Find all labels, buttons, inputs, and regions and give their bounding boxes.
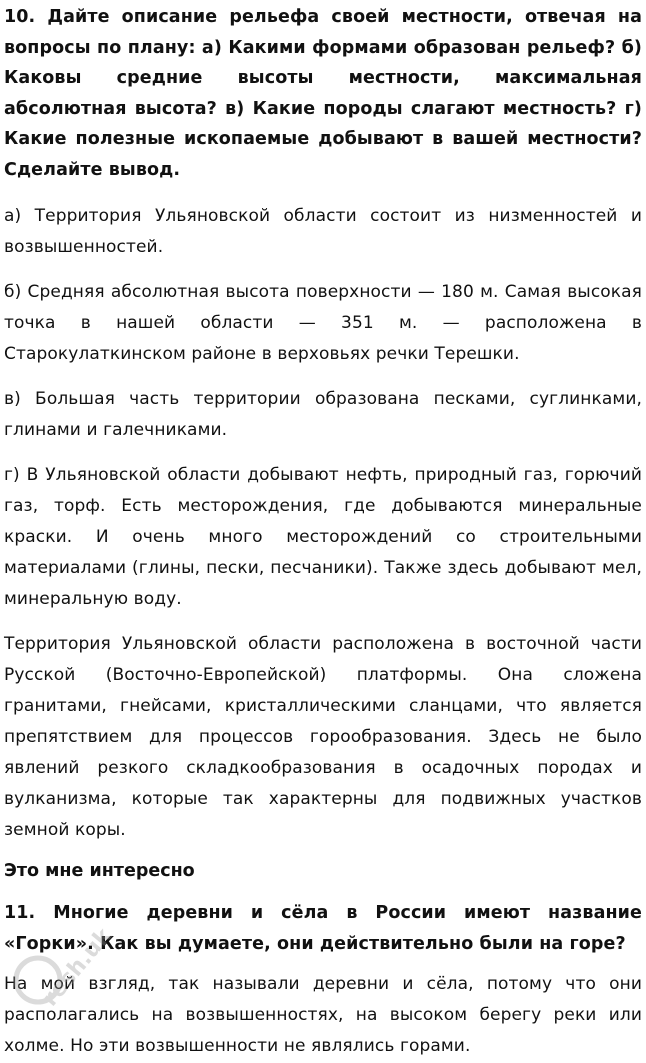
document-page — [4, 0, 642, 1062]
interest-section-title: Это мне интересно — [4, 861, 195, 881]
question-11-heading: 11. Многие деревни и сёла в России имеют название «Горки». Как вы думаете, они действительно были на горе? — [4, 903, 642, 954]
conclusion-paragraph: Территория Ульяновской области расположена в восточной части Русской (Восточно-Европейской) платформы. Она сложена гранитами, гнейсами, кристаллическими сланцами, что является препятствием для процессов горообразования. Здесь не было явлений резкого складкообразования в осадочных породах и вулканизма, которые так характерны для подвижных участков земной коры. — [4, 634, 642, 840]
answer-a: а) Территория Ульяновской области состоит из низменностей и возвышенностей. — [4, 206, 642, 257]
answer-11: На мой взгляд, так называли деревни и сёла, потому что они располагались на возвышенностях, на высоком берегу реки или холме. Но эти возвышенности не являлись горами. — [4, 974, 642, 1056]
watermark-text: resh.uk — [37, 923, 117, 1012]
answer-b: б) Средняя абсолютная высота поверхности — 180 м. Самая высокая точка в нашей области — 351 м. — расположена в Старокулаткинском районе в верховьях речки Терешки. — [4, 282, 642, 364]
answer-v: в) Большая часть территории образована песками, суглинками, глинами и галечниками. — [4, 389, 642, 440]
answer-g: г) В Ульяновской области добывают нефть, природный газ, горючий газ, торф. Есть месторождения, где добываются минеральные краски. И очень много месторождений со строительными материалами (глины, пески, песчаники). Также здесь добывают мел, минеральную воду. — [4, 465, 642, 609]
question-10-heading: 10. Дайте описание рельефа своей местности, отвечая на вопросы по плану: а) Какими формами образован рельеф? б) Каковы средние высоты местности, максимальная абсолютная высота? в) Какие породы слагают местность? г) Какие полезные ископаемые добывают в вашей местности? Сделайте вывод. — [4, 7, 642, 180]
